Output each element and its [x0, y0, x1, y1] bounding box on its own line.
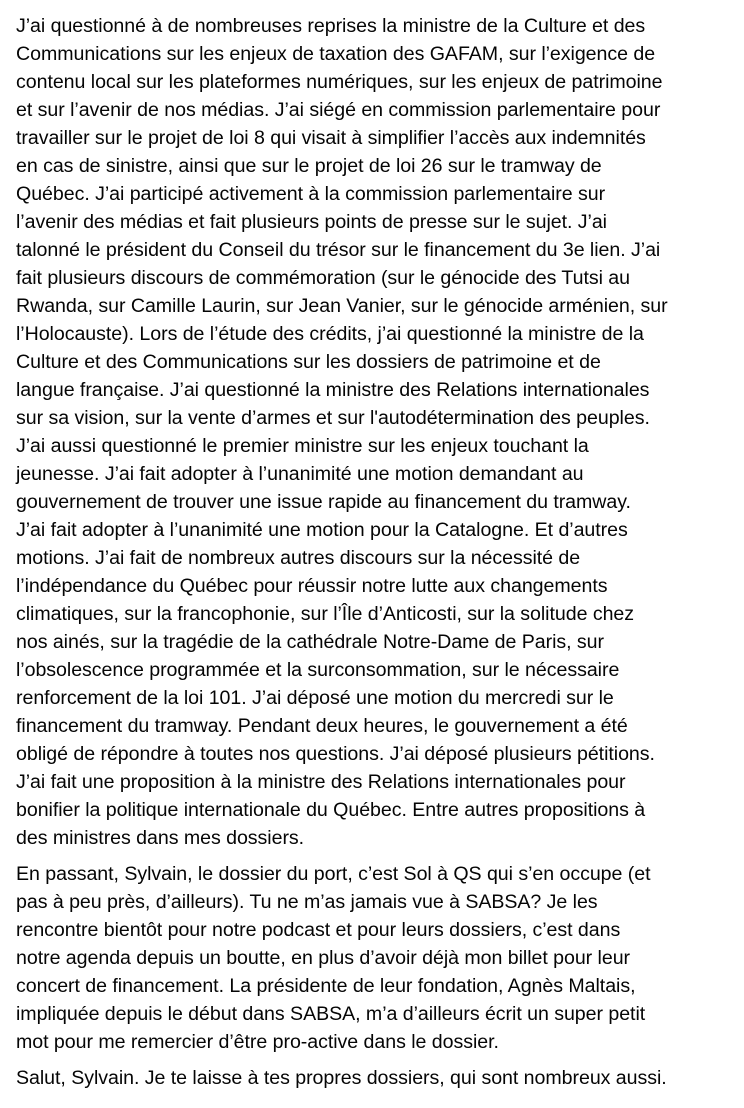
- post-paragraph-3: Salut, Sylvain. Je te laisse à tes propres dossiers, qui sont nombreux aussi.: [16, 1067, 667, 1089]
- post-paragraph-1: J’ai questionné à de nombreuses reprises la ministre de la Culture et des Communications sur les enjeux de taxation des GAFAM, sur l’exigence de contenu local sur les plateformes numériques, sur les enjeux de patrimoine et sur l’avenir de nos médias. J’ai siégé en commission parlementaire pour travailler sur le projet de loi 8 qui visait à simplifier l’accès aux indemnités en cas de sinistre, ainsi que sur le projet de loi 26 sur le tramway de Québec. J’ai participé activement à la commission parlementaire sur l’avenir des médias et fait plusieurs points de presse sur le sujet. J’ai talonné le président du Conseil du trésor sur le financement du 3e lien. J’ai fait plusieurs discours de commémoration (sur le génocide des Tutsi au Rwanda, sur Camille Laurin, sur Jean Vanier, sur le génocide arménien, sur l’Holocauste). Lors de l’étude des crédits, j’ai questionné la ministre de la Culture et des Communications sur les dossiers de patrimoine et de langue française. J’ai questionné la ministre des Relations internationales sur sa vision, sur la vente d’armes et sur l'autodétermination des peuples. J’ai aussi questionné le premier ministre sur les enjeux touchant la jeunesse. J’ai fait adopter à l’unanimité une motion demandant au gouvernement de trouver une issue rapide au financement du tramway. J’ai fait adopter à l’unanimité une motion pour la Catalogne. Et d’autres motions. J’ai fait de nombreux autres discours sur la nécessité de l’indépendance du Québec pour réussir notre lutte aux changements climatiques, sur la francophonie, sur l’Île d’Anticosti, sur la solitude chez nos ainés, sur la tragédie de la cathédrale Notre-Dame de Paris, sur l’obsolescence programmée et la surconsommation, sur le nécessaire renforcement de la loi 101. J’ai déposé une motion du mercredi sur le financement du tramway. Pendant deux heures, le gouvernement a été obligé de répondre à toutes nos questions. J’ai déposé plusieurs pétitions. J’ai fait une proposition à la ministre des Relations internationales pour bonifier la politique internationale du Québec. Entre autres propositions à des ministres dans mes dossiers.: [16, 15, 668, 849]
- post-body: [16, 12, 738, 1092]
- post-paragraph-2: En passant, Sylvain, le dossier du port, c’est Sol à QS qui s’en occupe (et pas à peu près, d’ailleurs). Tu ne m’as jamais vue à SABSA? Je les rencontre bientôt pour notre podcast et pour leurs dossiers, c’est dans notre agenda depuis un boutte, en plus d’avoir déjà mon billet pour leur concert de financement. La présidente de leur fondation, Agnès Maltais, impliquée depuis le début dans SABSA, m’a d’ailleurs écrit un super petit mot pour me remercier d’être pro-active dans le dossier.: [16, 863, 651, 1053]
